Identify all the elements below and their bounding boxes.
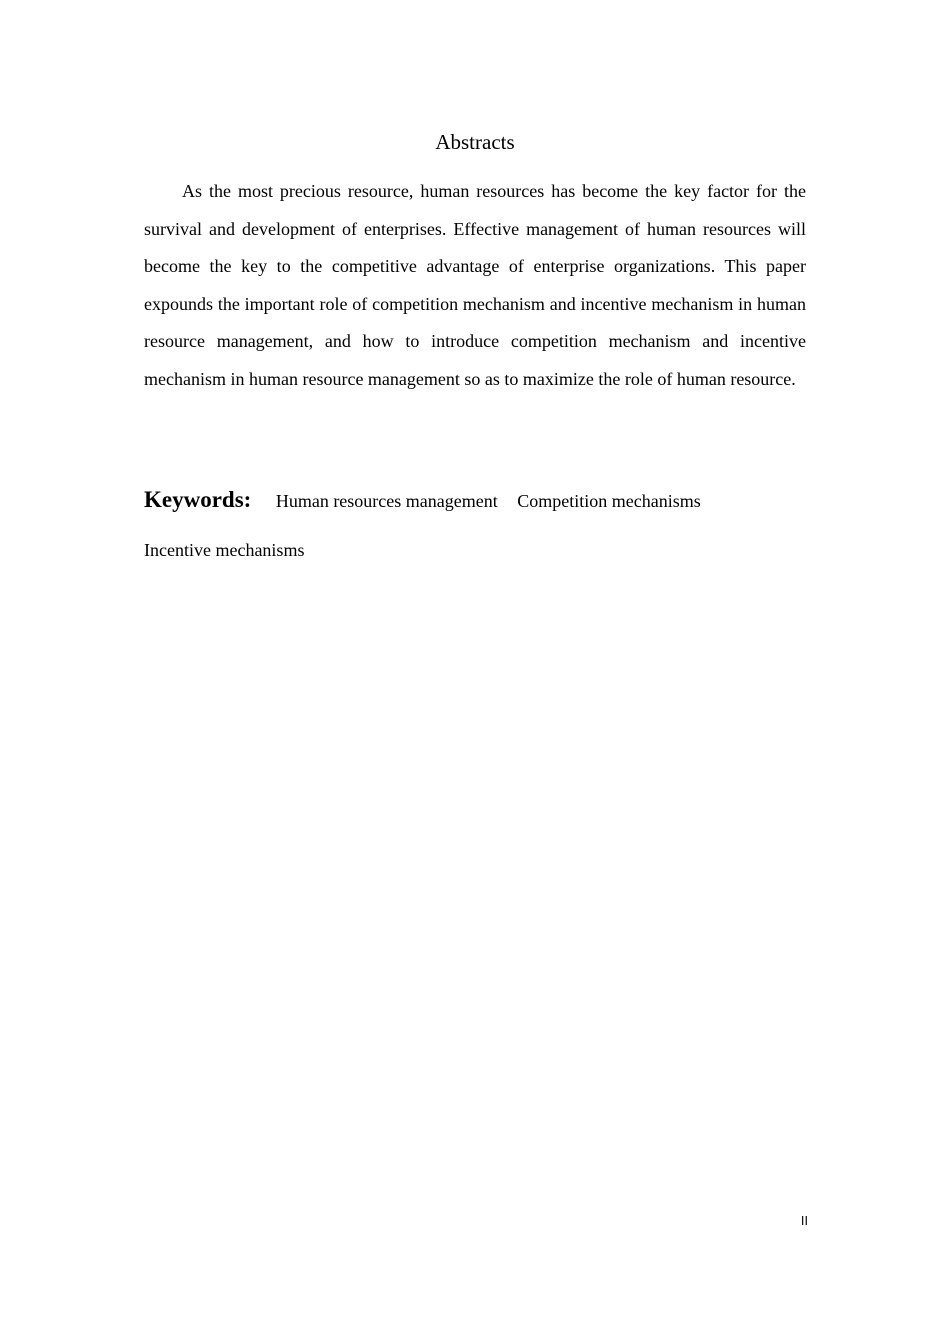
keyword-item: Human resources management [275, 491, 498, 511]
abstract-title: Abstracts [435, 130, 515, 154]
abstract-paragraph: As the most precious resource, human resources has become the key factor for the survival and development of enterprises. Effective management of human resources will become the key to the competitive advantage of enterprise organizations. This paper expounds the important role of competition mechanism and incentive mechanism in human resource management, and how to introduce competition mechanism and incentive mechanism in human resource management so as to maximize the role of human resource. [144, 181, 806, 389]
page-number: II [800, 1214, 808, 1228]
keyword-item: Competition mechanisms [517, 491, 701, 511]
keywords-line [144, 480, 806, 521]
keyword-item: Incentive mechanisms [144, 540, 305, 560]
keywords-label: Keywords: [144, 487, 252, 512]
